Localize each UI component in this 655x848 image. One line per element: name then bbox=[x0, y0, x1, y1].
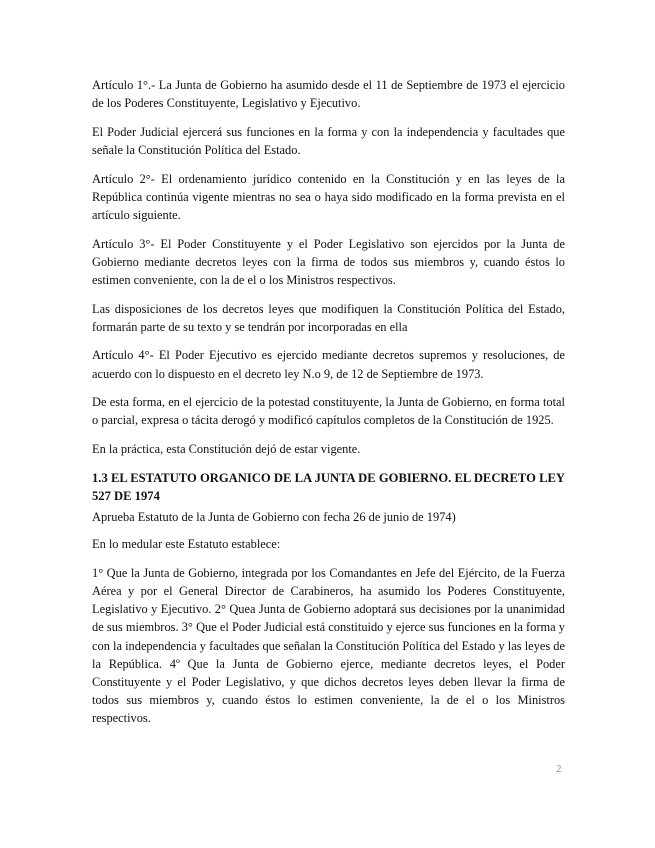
paragraph-articulo-4: Artículo 4°- El Poder Ejecutivo es ejercido mediante decretos supremos y resoluciones, de acuerdo con lo dispuesto en el decreto ley N.o 9, de 12 de Septiembre de 1973. bbox=[92, 348, 565, 381]
paragraph-articulo-2: Artículo 2°- El ordenamiento jurídico contenido en la Constitución y en las leyes de la República continúa vigente mientras no sea o haya sido modificado en la forma prevista en el artículo siguiente. bbox=[92, 171, 565, 222]
paragraph-lo-medular: En lo medular este Estatuto establece: bbox=[92, 537, 281, 552]
page-body bbox=[92, 76, 565, 738]
paragraph-disposiciones: Las disposiciones de los decretos leyes que modifiquen la Constitución Política del Estado, formarán parte de su texto y se tendrán por incorporadas en ella bbox=[92, 301, 565, 334]
section-heading: 1.3 EL ESTATUTO ORGANICO DE LA JUNTA DE GOBIERNO. EL DECRETO LEY 527 DE 1974 bbox=[92, 471, 565, 503]
paragraph-potestad-constituyente: De esta forma, en el ejercicio de la potestad constituyente, la Junta de Gobierno, en forma total o parcial, expresa o tácita derogó y modificó capítulos completos de la Constitución de 1925. bbox=[92, 395, 565, 428]
paragraph-aprueba-estatuto: Aprueba Estatuto de la Junta de Gobierno con fecha 26 de junio de 1974) bbox=[92, 510, 456, 524]
paragraph-practica: En la práctica, esta Constitución dejó de estar vigente. bbox=[92, 441, 361, 456]
paragraph-articulo-1: Artículo 1°.- La Junta de Gobierno ha asumido desde el 11 de Septiembre de 1973 el ejercicio de los Poderes Constituyente, Legislativo y Ejecutivo. bbox=[92, 78, 565, 111]
paragraph-articulo-3: Artículo 3°- El Poder Constituyente y el Poder Legislativo son ejercidos por la Junta de Gobierno mediante decretos leyes con la firma de todos sus miembros y, cuando éstos lo estimen conveniente, con la de el o los Ministros respectivos. bbox=[92, 236, 565, 287]
paragraph-estatuto-puntos: 1° Que la Junta de Gobierno, integrada por los Comandantes en Jefe del Ejército, de la Fuerza Aérea y por el General Director de Carabineros, ha asumido los Poderes Constituyente, Legislativo y Ejecutivo. 2° Quea Junta de Gobierno adoptará sus decisiones por la unanimidad de sus miembros. 3° Que el Poder Judicial está constituido y ejerce sus funciones en la forma y con la independencia y facultades que señalan la Constitución Política del Estado y las leyes de la República. 4º Que la Junta de Gobierno ejerce, mediante decretos leyes, el Poder Constituyente y el Poder Legislativo, y que dichos decretos leyes deben llevar la firma de todos sus miembros y, cuando éstos lo estimen conveniente, la de el o los Ministros respectivos. bbox=[92, 565, 565, 726]
paragraph-poder-judicial: El Poder Judicial ejercerá sus funciones en la forma y con la independencia y facultades que señale la Constitución Política del Estado. bbox=[92, 124, 565, 157]
page-number: 2 bbox=[556, 763, 562, 775]
